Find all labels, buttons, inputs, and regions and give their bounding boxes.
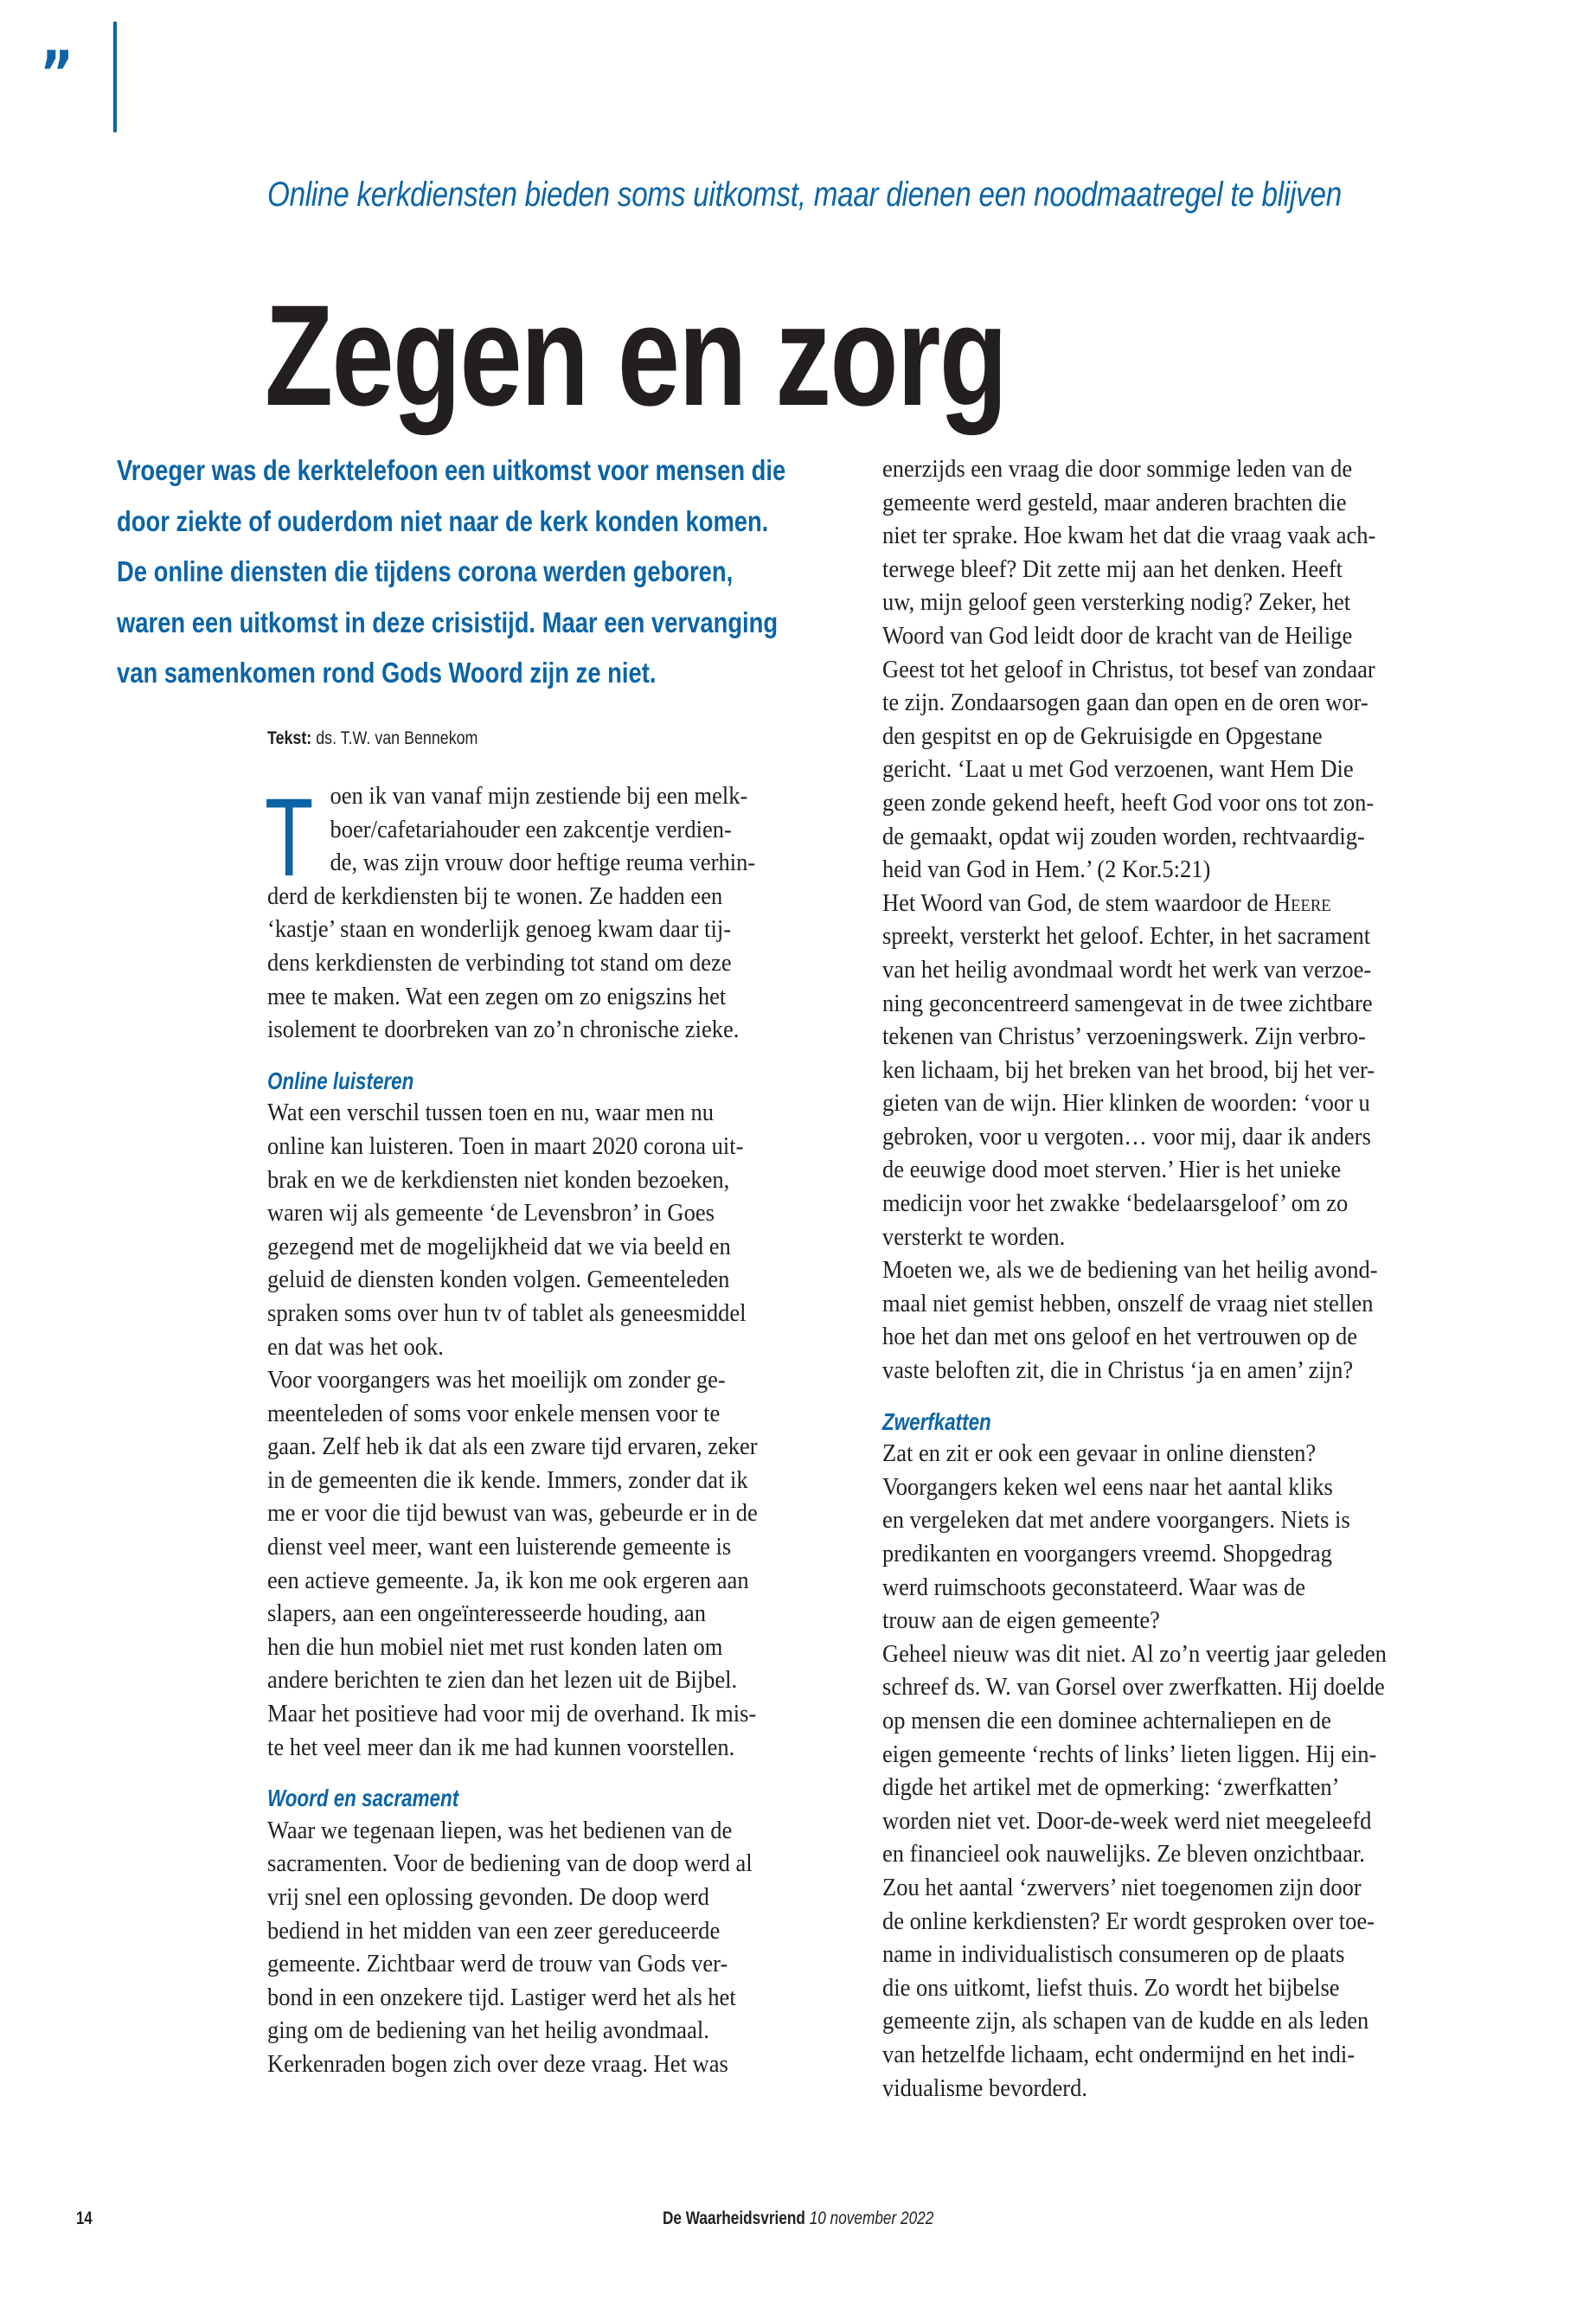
body-line: slapers, aan een ongeïnteresseerde houding, aan bbox=[267, 1600, 707, 1628]
body-line: sacramenten. Voor de bediening van de doop werd al bbox=[267, 1850, 753, 1878]
body-line: gericht. ‘Laat u met God verzoenen, want Hem Die bbox=[882, 756, 1354, 784]
publication-footer bbox=[663, 2208, 933, 2229]
body-line: gemeente. Zichtbaar werd de trouw van Gods ver- bbox=[267, 1951, 728, 1978]
heere-smallcaps: Heere bbox=[1273, 889, 1331, 917]
body-line: en dat was het ook. bbox=[267, 1333, 444, 1361]
body-line: ken lichaam, bij het breken van het brood, bij het ver- bbox=[882, 1056, 1375, 1084]
body-line: eigen gemeente ‘rechts of links’ lieten liggen. Hij ein- bbox=[882, 1740, 1377, 1768]
body-line: brak en we de kerkdiensten niet konden bezoeken, bbox=[267, 1166, 730, 1194]
publication-date: 10 november 2022 bbox=[809, 2208, 934, 2228]
lead-line: door ziekte of ouderdom niet naar de kerk konden komen. bbox=[117, 504, 769, 537]
body-line: ning geconcentreerd samengevat in de twee zichtbare bbox=[882, 990, 1373, 1017]
body-line: Moeten we, als we de bediening van het heilig avond- bbox=[882, 1257, 1378, 1285]
body-line: van het heilig avondmaal wordt het werk van verzoe- bbox=[882, 956, 1372, 984]
lead-paragraph bbox=[117, 445, 863, 699]
body-line: spreekt, versterkt het geloof. Echter, in het sacrament bbox=[882, 923, 1371, 951]
body-line: bediend in het midden van een zeer gereduceerde bbox=[267, 1917, 721, 1945]
body-line: vidualisme bevorderd. bbox=[882, 2074, 1088, 2102]
lead-line: waren een uitkomst in deze crisistijd. Maar een vervanging bbox=[117, 606, 779, 638]
body-line: ‘kastje’ staan en wonderlijk genoeg kwam daar tij- bbox=[267, 916, 732, 944]
body-line: tekenen van Christus’ verzoeningswerk. Zijn verbro- bbox=[882, 1023, 1366, 1051]
body-line: die ons uitkomt, liefst thuis. Zo wordt het bijbelse bbox=[882, 1974, 1340, 2002]
lead-line: Vroeger was de kerktelefoon een uitkomst voor mensen die bbox=[117, 454, 786, 486]
body-line: enerzijds een vraag die door sommige leden van de bbox=[882, 456, 1353, 483]
body-line: den gespitst en op de Gekruisigde en Opgestane bbox=[882, 722, 1323, 750]
body-line: heid van God in Hem.’ (2 Kor.5:21) bbox=[882, 856, 1211, 884]
body-line: gebroken, voor u vergoten… voor mij, daar ik anders bbox=[882, 1123, 1371, 1150]
body-line: de eeuwige dood moet sterven.’ Hier is het unieke bbox=[882, 1157, 1342, 1184]
body-line: in de gemeenten die ik kende. Immers, zonder dat ik bbox=[267, 1466, 748, 1494]
vertical-accent-rule bbox=[113, 22, 117, 132]
body-line: schreef ds. W. van Gorsel over zwerfkatten. Hij doelde bbox=[882, 1674, 1385, 1702]
body-line: Maar het positieve had voor mij de overhand. Ik mis- bbox=[267, 1701, 757, 1728]
body-line: isolement te doorbreken van zo’n chronische zieke. bbox=[267, 1016, 740, 1044]
body-line: en vergeleken dat met andere voorgangers. Niets is bbox=[882, 1507, 1350, 1535]
body-line: dens kerkdiensten de verbinding tot stand om deze bbox=[267, 949, 732, 977]
body-line: versterkt te worden. bbox=[882, 1223, 1066, 1251]
lead-line: van samenkomen rond Gods Woord zijn ze niet. bbox=[117, 657, 657, 689]
body-line: bond in een onzekere tijd. Lastiger werd het als het bbox=[267, 1984, 736, 2011]
lead-line: De online diensten die tijdens corona werden geboren, bbox=[117, 555, 734, 587]
body-line: oen ik van vanaf mijn zestiende bij een melk- bbox=[330, 783, 748, 810]
body-line: gezegend met de mogelijkheid dat we via beeld en bbox=[267, 1233, 731, 1260]
byline bbox=[267, 727, 478, 751]
body-line: online kan luisteren. Toen in maart 2020 corona uit- bbox=[267, 1132, 744, 1160]
body-line: op mensen die een dominee achternaliepen en de bbox=[882, 1707, 1331, 1734]
body-line: geluid de diensten konden volgen. Gemeenteleden bbox=[267, 1266, 730, 1294]
body-column-left bbox=[265, 776, 847, 2082]
drop-cap: T bbox=[265, 776, 314, 900]
body-line: Voorgangers keken wel eens naar het aantal kliks bbox=[882, 1473, 1333, 1501]
body-line: name in individualistisch consumeren op de plaats bbox=[882, 1941, 1345, 1969]
body-line: de, was zijn vrouw door heftige reuma verhin- bbox=[330, 849, 756, 877]
body-column-right bbox=[882, 453, 1462, 2106]
body-line: de gemaakt, opdat wij zouden worden, rechtvaardig- bbox=[882, 823, 1365, 850]
body-line: hen die hun mobiel niet met rust konden laten om bbox=[267, 1633, 723, 1661]
body-line: waren wij als gemeente ‘de Levensbron’ in Goes bbox=[267, 1200, 715, 1227]
body-line: uw, mijn geloof geen versterking nodig? Zeker, het bbox=[882, 589, 1351, 617]
body-line: gaan. Zelf heb ik dat als een zware tijd ervaren, zeker bbox=[267, 1433, 758, 1461]
body-text: Het Woord van God, de stem waardoor de bbox=[882, 889, 1274, 917]
section-heading-online-luisteren: Online luisteren bbox=[267, 1067, 414, 1094]
body-line: andere berichten te zien dan het lezen uit de Bijbel. bbox=[267, 1667, 738, 1695]
page-number: 14 bbox=[76, 2208, 93, 2228]
body-line: gemeente zijn, als schapen van de kudde en als leden bbox=[882, 2008, 1369, 2035]
body-line: Zat en zit er ook een gevaar in online diensten? bbox=[882, 1440, 1317, 1468]
body-line: Kerkenraden bogen zich over deze vraag. Het was bbox=[267, 2050, 728, 2078]
body-line: geen zonde gekend heeft, heeft God voor ons tot zon- bbox=[882, 789, 1375, 817]
section-heading-woord-en-sacrament: Woord en sacrament bbox=[267, 1785, 459, 1812]
body-line: predikanten en voorgangers vreemd. Shopgedrag bbox=[882, 1541, 1332, 1567]
body-line: dienst veel meer, want een luisterende gemeente is bbox=[267, 1534, 732, 1561]
body-line: van hetzelfde lichaam, echt ondermijnd en het indi- bbox=[882, 2041, 1356, 2068]
body-line: derd de kerkdiensten bij te wonen. Ze hadden een bbox=[267, 882, 723, 910]
body-line: trouw aan de eigen gemeente? bbox=[882, 1607, 1160, 1635]
body-line: medicijn voor het zwakke ‘bedelaarsgeloof’ om zo bbox=[882, 1190, 1349, 1218]
quote-mark-icon: ” bbox=[40, 38, 74, 109]
body-line: Voor voorgangers was het moeilijk om zonder ge- bbox=[267, 1367, 726, 1394]
byline-author: ds. T.W. van Bennekom bbox=[316, 728, 478, 748]
body-line: Geheel nieuw was dit niet. Al zo’n veertig jaar geleden bbox=[882, 1640, 1387, 1668]
body-line: digde het artikel met de opmerking: ‘zwerfkatten’ bbox=[882, 1774, 1340, 1802]
body-line: Woord van God leidt door de kracht van de Heilige bbox=[882, 622, 1353, 650]
body-line: een actieve gemeente. Ja, ik kon me ook ergeren aan bbox=[267, 1567, 749, 1594]
publication-name: De Waarheidsvriend bbox=[663, 2208, 805, 2228]
body-line: terwege bleef? Dit zette mij aan het denken. Heeft bbox=[882, 555, 1343, 583]
body-line: maal niet gemist hebben, onszelf de vraag niet stellen bbox=[882, 1290, 1374, 1317]
body-line: ging om de bediening van het heilig avondmaal. bbox=[267, 2017, 709, 2045]
body-line: werd ruimschoots geconstateerd. Waar was de bbox=[882, 1574, 1306, 1601]
body-line: meenteleden of soms voor enkele mensen voor te bbox=[267, 1400, 721, 1427]
body-line: niet ter sprake. Hoe kwam het dat die vraag vaak ach- bbox=[882, 522, 1376, 550]
article-title: Zegen en zorg bbox=[265, 276, 1007, 436]
body-line bbox=[882, 888, 1421, 921]
body-line: de online kerkdiensten? Er wordt gesproken over toe- bbox=[882, 1907, 1375, 1935]
body-line: hoe het dan met ons geloof en het vertrouwen op de bbox=[882, 1324, 1358, 1351]
body-line: mee te maken. Wat een zegen om zo enigszins het bbox=[267, 983, 727, 1010]
body-line: me er voor die tijd bewust van was, gebeurde er in de bbox=[267, 1500, 758, 1528]
body-line: worden niet vet. Door-de-week werd niet meegeleefd bbox=[882, 1807, 1372, 1835]
body-line: Waar we tegenaan liepen, was het bedienen van de bbox=[267, 1817, 733, 1844]
body-line: te zijn. Zondaarsogen gaan dan open en de oren wor- bbox=[882, 689, 1368, 717]
body-line: gemeente werd gesteld, maar anderen brachten die bbox=[882, 489, 1347, 516]
body-line: Wat een verschil tussen toen en nu, waar men nu bbox=[267, 1099, 715, 1127]
section-heading-zwerfkatten: Zwerfkatten bbox=[882, 1407, 991, 1435]
body-line: boer/cafetariahouder een zakcentje verdien- bbox=[330, 816, 732, 843]
body-line: vaste beloften zit, die in Christus ‘ja en amen’ zijn? bbox=[882, 1357, 1354, 1385]
body-line: te het veel meer dan ik me had kunnen voorstellen. bbox=[267, 1734, 735, 1761]
article-kicker: Online kerkdiensten bieden soms uitkomst, maar dienen een noodmaatregel te blijven bbox=[267, 176, 1342, 214]
byline-label: Tekst: bbox=[267, 728, 312, 748]
body-line: vrij snel een oplossing gevonden. De doop werd bbox=[267, 1884, 709, 1911]
body-line: en financieel ook nauwelijks. Ze bleven onzichtbaar. bbox=[882, 1841, 1365, 1868]
body-line: gieten van de wijn. Hier klinken de woorden: ‘voor u bbox=[882, 1090, 1370, 1118]
body-line: spraken soms over hun tv of tablet als geneesmiddel bbox=[267, 1299, 747, 1327]
body-line: Zou het aantal ‘zwervers’ niet toegenomen zijn door bbox=[882, 1874, 1362, 1901]
body-line: Geest tot het geloof in Christus, tot besef van zondaar bbox=[882, 656, 1375, 683]
